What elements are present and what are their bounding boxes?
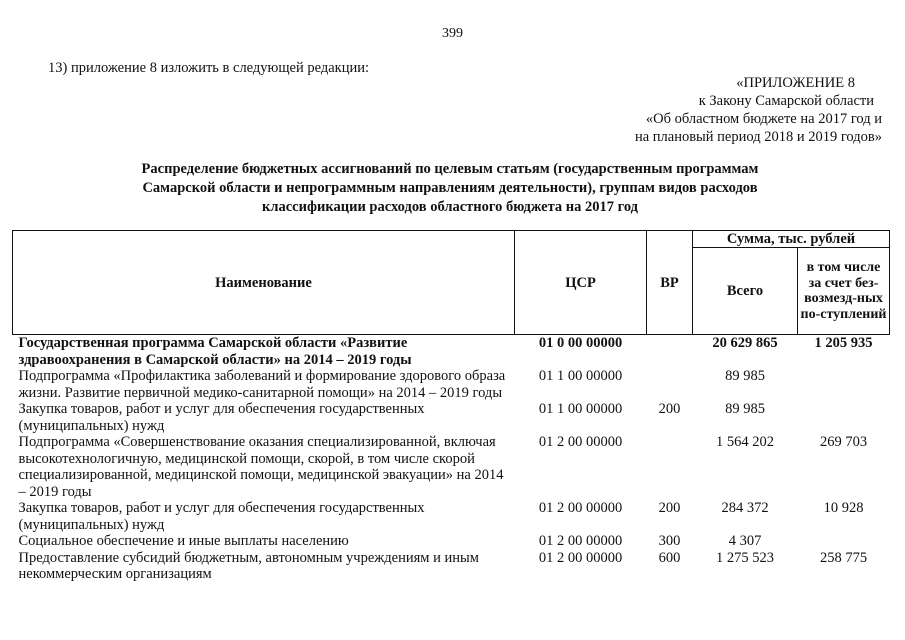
- row-total: 20 629 865: [712, 335, 778, 351]
- row-vr: 300: [658, 533, 681, 549]
- table-row: [13, 500, 890, 533]
- row-extra: 258 775: [819, 549, 868, 566]
- document-title-line-2: Самарской области и непрограммным направлениям деятельности), группам видов расходов: [142, 180, 758, 196]
- table-row: [13, 550, 890, 583]
- row-name: Подпрограмма «Профилактика заболеваний и формирование здорового образа жизни. Развитие первичной медико-санитарной помощи» на 2014 – 2019 годы: [18, 368, 506, 401]
- row-total: 1 564 202: [716, 434, 774, 450]
- row-vr: [647, 368, 693, 401]
- document-title-line-1: Распределение бюджетных ассигнований по целевым статьям (государственным программам: [141, 161, 759, 177]
- row-csr: 01 1 00 00000: [538, 401, 623, 417]
- row-total: 89 985: [725, 368, 765, 384]
- intro-text: 13) приложение 8 изложить в следующей редакции:: [48, 60, 370, 76]
- header-total: Всего: [693, 248, 798, 335]
- row-total: 4 307: [728, 533, 762, 549]
- appendix-line-1: к Закону Самарской области: [698, 93, 874, 109]
- header-extra: в том числе за счет без-возмезд-ных по-ступлений: [798, 248, 890, 335]
- row-total: 89 985: [725, 401, 765, 417]
- document-title: [60, 160, 840, 217]
- table-row: [13, 335, 890, 369]
- budget-table-wrapper: [12, 230, 889, 583]
- row-csr: 01 2 00 00000: [538, 500, 623, 516]
- header-vr: ВР: [647, 231, 693, 335]
- row-name: Подпрограмма «Совершенствование оказания специализированной, включая высокотехнологичную, медицинской помощи, скорой, в том числе скорой специализированной, медицинской помощи, медицинской эвакуации» на 2014 – 2019 годы: [18, 434, 504, 500]
- row-total: 284 372: [721, 500, 769, 516]
- row-total: 1 275 523: [716, 549, 774, 566]
- header-csr: ЦСР: [515, 231, 647, 335]
- row-name: Предоставление субсидий бюджетным, автономным учреждениям и иным некоммерческим организациям: [18, 549, 479, 582]
- row-csr: 01 1 00 00000: [538, 368, 623, 384]
- row-vr: [647, 335, 693, 369]
- row-name: Закупка товаров, работ и услуг для обеспечения государственных (муниципальных) нужд: [18, 401, 425, 434]
- appendix-title: «ПРИЛОЖЕНИЕ 8: [736, 75, 855, 91]
- table-row: [13, 434, 890, 500]
- document-title-line-3: классификации расходов областного бюджета на 2017 год: [262, 199, 638, 215]
- row-extra: [798, 401, 890, 434]
- appendix-block: [635, 74, 882, 146]
- table-row: [13, 533, 890, 550]
- budget-table: [12, 230, 890, 583]
- page-number: 399: [442, 26, 463, 41]
- header-name: Наименование: [13, 231, 515, 335]
- row-extra: [798, 533, 890, 550]
- header-sum-group: Сумма, тыс. рублей: [693, 231, 890, 248]
- appendix-line-3: на плановый период 2018 и 2019 годов»: [634, 129, 882, 145]
- table-row: [13, 401, 890, 434]
- table-row: [13, 368, 890, 401]
- row-extra: [798, 368, 890, 401]
- row-extra: 10 928: [823, 500, 864, 516]
- row-name: Закупка товаров, работ и услуг для обеспечения государственных (муниципальных) нужд: [18, 500, 425, 533]
- row-vr: 200: [658, 401, 681, 417]
- row-name: Социальное обеспечение и иные выплаты населению: [18, 533, 349, 549]
- row-vr: [647, 434, 693, 500]
- row-extra: 269 703: [819, 434, 868, 450]
- row-vr: 200: [658, 500, 681, 516]
- appendix-line-2: «Об областном бюджете на 2017 год и: [645, 111, 882, 127]
- row-extra: 1 205 935: [814, 335, 873, 351]
- row-csr: 01 0 00 00000: [538, 335, 623, 351]
- row-name: Государственная программа Самарской области «Развитие здравоохранения в Самарской области» на 2014 – 2019 годы: [18, 335, 412, 368]
- row-csr: 01 2 00 00000: [538, 434, 623, 450]
- row-csr: 01 2 00 00000: [538, 549, 623, 566]
- row-vr: 600: [658, 549, 681, 566]
- row-csr: 01 2 00 00000: [538, 533, 623, 549]
